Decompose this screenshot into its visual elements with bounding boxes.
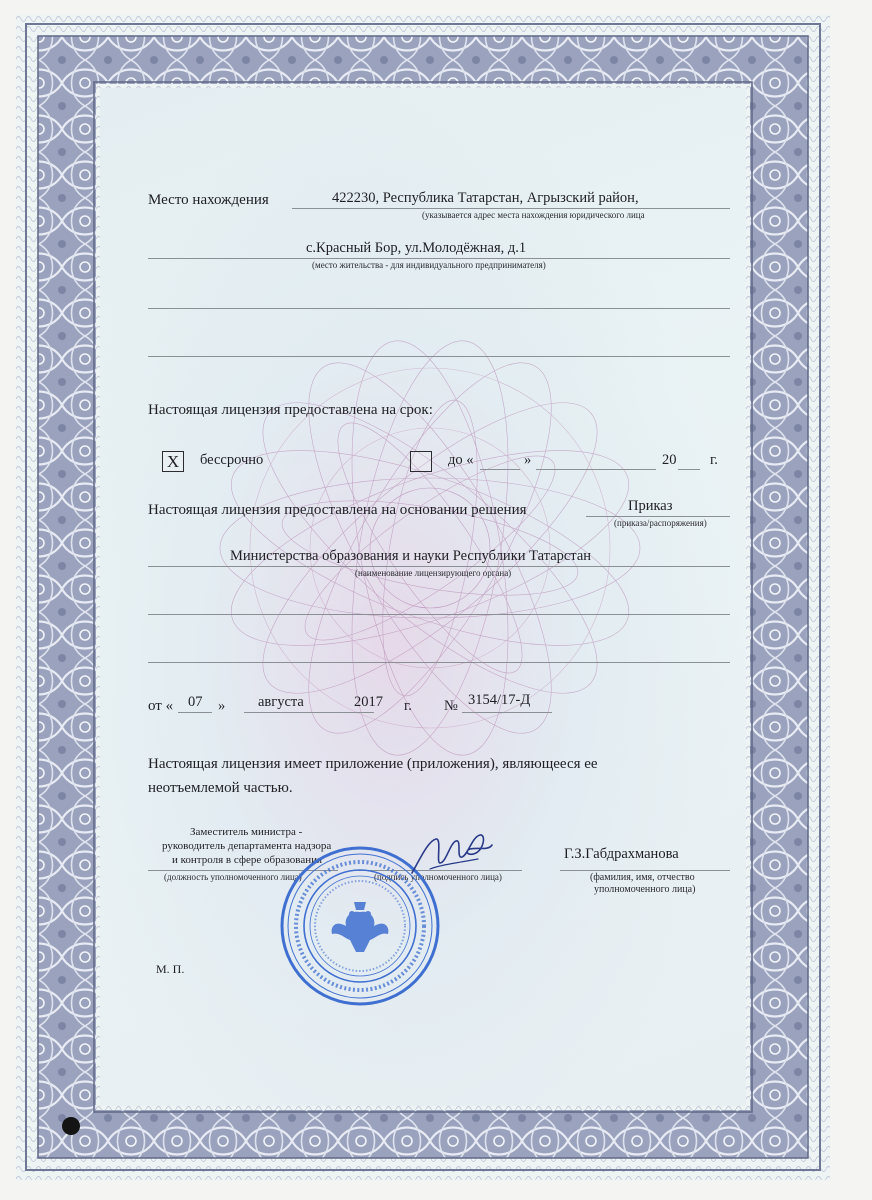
date-year: 2017 (354, 694, 383, 710)
position-line-1: Заместитель министра - (190, 826, 303, 838)
name-hint-1: (фамилия, имя, отчество (590, 872, 695, 883)
date-day: 07 (188, 694, 203, 710)
basis-doc-type-hint: (приказа/распоряжения) (614, 518, 707, 528)
address-line-2: с.Красный Бор, ул.Молодёжная, д.1 (306, 240, 527, 256)
address-hint-2: (место жительства - для индивидуального предпринимателя) (312, 260, 546, 270)
date-month: августа (258, 694, 304, 710)
basis-authority: Министерства образования и науки Республики Татарстан (230, 548, 592, 564)
date-number-label: № (444, 698, 458, 714)
indefinite-label: бессрочно (200, 452, 264, 468)
signatory-name: Г.З.Габдрахманова (564, 846, 679, 862)
term-heading: Настоящая лицензия предоставлена на срок: (148, 402, 433, 418)
address-label: Место нахождения (148, 192, 269, 208)
date-year-suffix: г. (404, 698, 412, 714)
basis-authority-hint: (наименование лицензирующего органа) (355, 568, 512, 578)
date-from-label: от « (148, 698, 174, 714)
date-number: 3154/17-Д (468, 692, 531, 708)
until-checkbox (410, 451, 432, 472)
until-label: до « (448, 452, 474, 468)
until-close-quote: » (524, 452, 532, 468)
position-line-2: руководитель департамента надзора (162, 840, 332, 852)
address-line-1: 422230, Республика Татарстан, Агрызский район, (332, 190, 639, 206)
hole-punch-mark (62, 1117, 80, 1135)
position-hint: (должность уполномоченного лица) (164, 872, 302, 882)
date-close-quote: » (218, 698, 226, 714)
license-sheet (16, 14, 830, 1180)
year-prefix: 20 (662, 452, 677, 468)
name-hint-2: уполномоченного лица) (594, 884, 696, 895)
address-hint-1: (указывается адрес места нахождения юридического лица (422, 210, 645, 220)
indefinite-checkbox: X (162, 451, 184, 472)
appendix-line-1: Настоящая лицензия имеет приложение (приложения), являющееся ее (148, 756, 598, 772)
basis-heading: Настоящая лицензия предоставлена на основании решения (148, 502, 527, 518)
appendix-line-2: неотъемлемой частью. (148, 780, 293, 796)
basis-doc-type: Приказ (628, 498, 673, 514)
mp-label: М. П. (156, 962, 185, 976)
signature-hint: (подпись уполномоченного лица) (374, 872, 502, 882)
position-line-3: и контроля в сфере образования (172, 854, 323, 866)
handwritten-signature-icon (406, 829, 496, 885)
year-suffix: г. (710, 452, 718, 468)
